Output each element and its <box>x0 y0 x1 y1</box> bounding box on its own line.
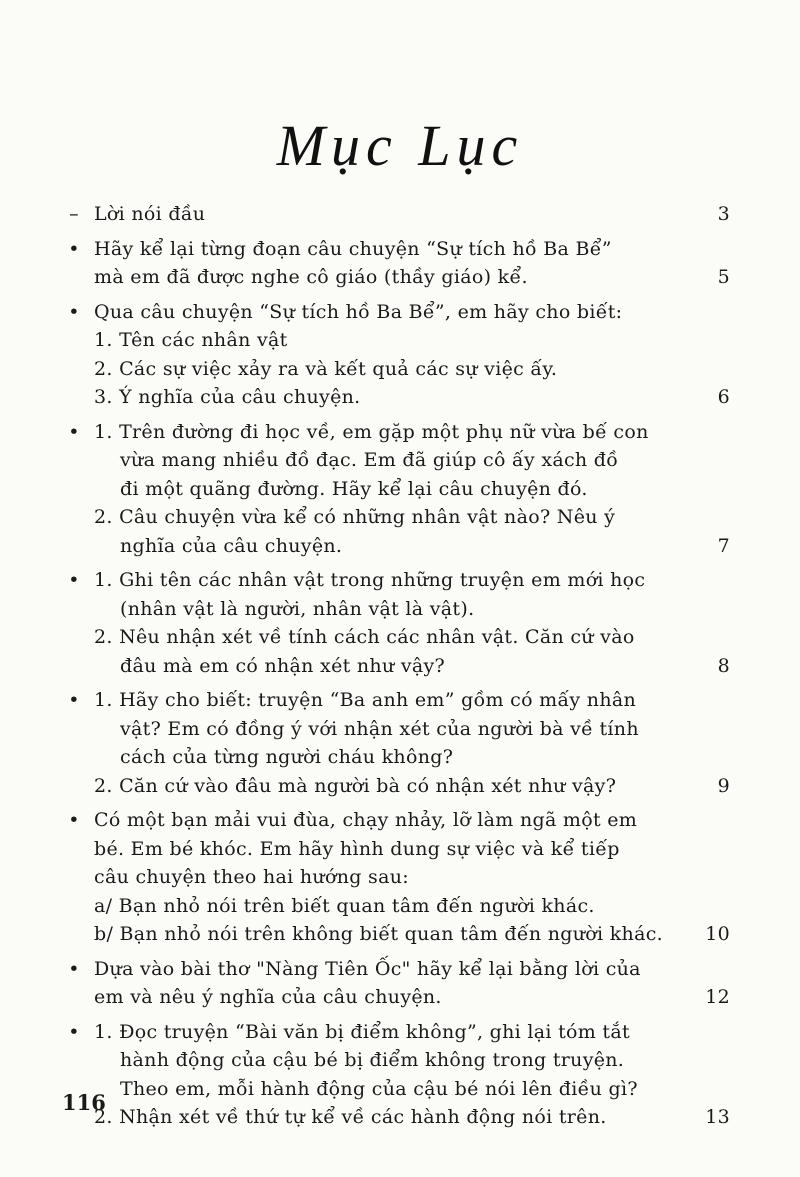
toc-line-text: a/ Bạn nhỏ nói trên biết quan tâm đến người khác. <box>94 894 595 917</box>
toc-entry <box>62 686 730 800</box>
toc-entry <box>62 200 730 229</box>
bullet-icon: • <box>68 237 80 260</box>
toc-line-text: cách của từng người cháu không? <box>120 746 454 768</box>
toc-line-text: Hãy kể lại từng đoạn câu chuyện “Sự tích hồ Ba Bể” <box>94 237 612 260</box>
toc-line-text: hành động của cậu bé bị điểm không trong truyện. <box>120 1049 625 1071</box>
toc-line-text: Dựa vào bài thơ "Nàng Tiên Ốc" hãy kể lại bằng lời của <box>94 957 641 980</box>
toc-page-number: 8 <box>717 654 730 677</box>
toc-line <box>62 566 730 595</box>
toc-line-text: 2. Nhận xét về thứ tự kể về các hành động nói trên. <box>94 1106 607 1128</box>
toc-line <box>62 532 730 561</box>
toc-line-text: đi một quãng đường. Hãy kể lại câu chuyện đó. <box>120 477 588 500</box>
toc-line <box>62 835 730 864</box>
bullet-icon: • <box>68 957 80 980</box>
toc-line-text: 1. Ghi tên các nhân vật trong những truyện em mới học <box>94 569 646 591</box>
toc-line <box>62 652 730 681</box>
toc-entry <box>62 1018 730 1132</box>
toc-line <box>62 715 730 744</box>
toc-line-text: 1. Đọc truyện “Bài văn bị điểm không”, ghi lại tóm tắt <box>94 1020 630 1043</box>
toc-line-text: em và nêu ý nghĩa của câu chuyện. <box>94 986 442 1008</box>
toc-line <box>62 355 730 384</box>
toc-line-text: câu chuyện theo hai hướng sau: <box>94 866 409 888</box>
toc-line <box>62 503 730 532</box>
toc-line <box>62 418 730 447</box>
toc-line <box>62 595 730 624</box>
toc-line-text: 1. Trên đường đi học về, em gặp một phụ nữ vừa bế con <box>94 420 649 443</box>
bullet-icon: • <box>68 420 80 443</box>
toc-line <box>62 1103 730 1132</box>
toc-line <box>62 446 730 475</box>
page-number: 116 <box>62 1090 106 1115</box>
toc-line-text: đâu mà em có nhận xét như vậy? <box>120 654 446 677</box>
toc-line <box>62 298 730 327</box>
toc-entry <box>62 298 730 412</box>
toc-line <box>62 623 730 652</box>
toc-entry <box>62 418 730 561</box>
toc-line <box>62 475 730 504</box>
toc-line-text: 2. Câu chuyện vừa kể có những nhân vật nào? Nêu ý <box>94 506 616 528</box>
toc-line-text: Qua câu chuyện “Sự tích hồ Ba Bể”, em hãy cho biết: <box>94 300 623 323</box>
toc-line <box>62 892 730 921</box>
toc-page-number: 5 <box>717 266 730 288</box>
table-of-contents <box>62 200 730 1138</box>
toc-entry <box>62 955 730 1012</box>
bullet-icon: • <box>68 569 80 591</box>
toc-page-number: 6 <box>717 386 730 408</box>
toc-line <box>62 235 730 264</box>
toc-page-number: 9 <box>717 774 730 797</box>
toc-line <box>62 806 730 835</box>
toc-line <box>62 1046 730 1075</box>
toc-line-text: nghĩa của câu chuyện. <box>120 534 343 557</box>
toc-line-text: Lời nói đầu <box>94 203 206 225</box>
bullet-icon: • <box>68 689 80 711</box>
toc-line-text: b/ Bạn nhỏ nói trên không biết quan tâm đến người khác. <box>94 923 663 945</box>
toc-line <box>62 1018 730 1047</box>
bullet-icon: • <box>68 300 80 323</box>
toc-entry <box>62 566 730 680</box>
toc-line <box>62 383 730 412</box>
bullet-icon: • <box>68 1020 80 1043</box>
toc-line <box>62 326 730 355</box>
toc-line <box>62 772 730 801</box>
toc-line <box>62 955 730 984</box>
toc-line-text: mà em đã được nghe cô giáo (thầy giáo) kể. <box>94 266 528 288</box>
toc-line-text: Theo em, mỗi hành động của cậu bé nói lên điều gì? <box>120 1077 638 1100</box>
toc-line-text: bé. Em bé khóc. Em hãy hình dung sự việc và kể tiếp <box>94 837 620 860</box>
toc-line-text: (nhân vật là người, nhân vật là vật). <box>120 597 475 620</box>
toc-line-text: vừa mang nhiều đồ đạc. Em đã giúp cô ấy xách đồ <box>120 449 619 471</box>
toc-line-text: 2. Căn cứ vào đâu mà người bà có nhận xét như vậy? <box>94 774 617 797</box>
toc-page-number: 7 <box>717 534 730 557</box>
toc-line <box>62 686 730 715</box>
bullet-icon: • <box>68 809 80 831</box>
toc-line-text: Có một bạn mải vui đùa, chạy nhảy, lỡ làm ngã một em <box>94 809 638 831</box>
toc-line-text: 3. Ý nghĩa của câu chuyện. <box>94 386 361 408</box>
toc-line <box>62 200 730 229</box>
toc-page-number: 12 <box>705 986 730 1008</box>
toc-line <box>62 983 730 1012</box>
toc-page-number: 13 <box>705 1106 730 1128</box>
toc-line-text: 1. Tên các nhân vật <box>94 329 288 351</box>
toc-line <box>62 263 730 292</box>
bullet-icon: – <box>69 203 79 225</box>
toc-line <box>62 863 730 892</box>
toc-page-number: 10 <box>705 923 730 945</box>
page-title: Mục Lục <box>276 113 524 178</box>
toc-entry <box>62 806 730 949</box>
toc-line-text: vật? Em có đồng ý với nhận xét của người bà về tính <box>120 717 639 740</box>
toc-line-text: 1. Hãy cho biết: truyện “Ba anh em” gồm có mấy nhân <box>94 689 637 711</box>
toc-line-text: 2. Các sự việc xảy ra và kết quả các sự việc ấy. <box>94 357 558 380</box>
toc-entry <box>62 235 730 292</box>
toc-line <box>62 920 730 949</box>
toc-line-text: 2. Nêu nhận xét về tính cách các nhân vật. Căn cứ vào <box>94 626 635 648</box>
toc-page-number: 3 <box>717 203 730 225</box>
toc-line <box>62 743 730 772</box>
toc-line <box>62 1075 730 1104</box>
